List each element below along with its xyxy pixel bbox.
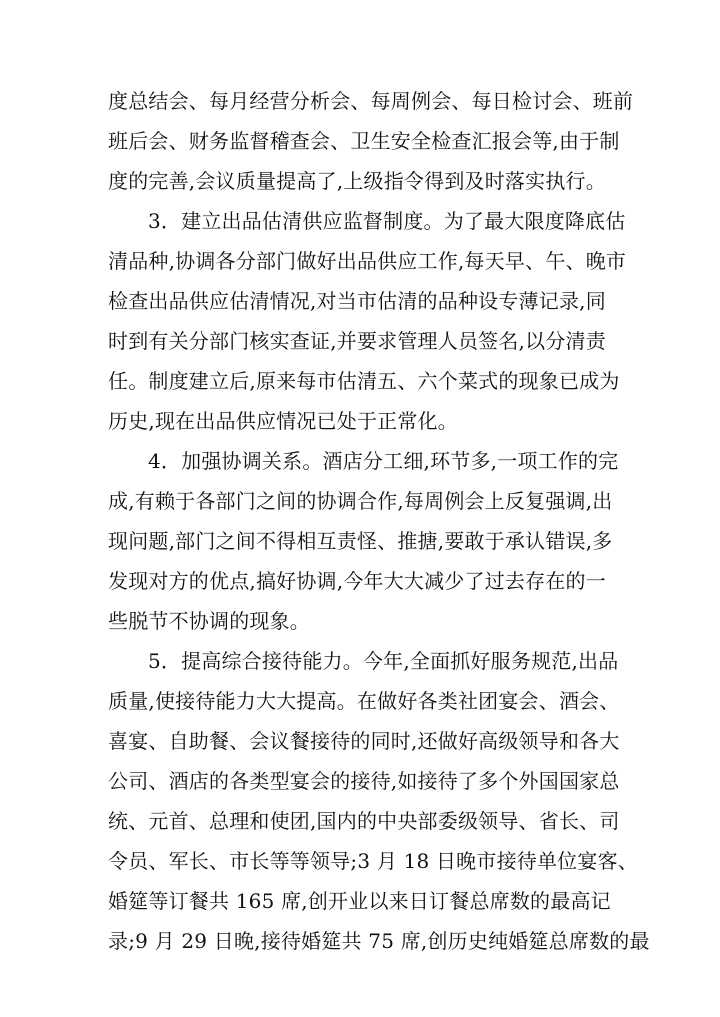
paragraph-line: 婚筵等订餐共 165 席,创开业以来日订餐总席数的最高记	[108, 889, 611, 913]
paragraph-line: 质量,使接待能力大大提高。在做好各类社团宴会、酒会、	[108, 689, 620, 713]
paragraph-line: 清品种,协调各分部门做好出品供应工作,每天早、午、晚市	[108, 249, 627, 273]
paragraph-line: 喜宴、自助餐、会议餐接待的同时,还做好高级领导和各大	[108, 729, 620, 753]
paragraph-line: 时到有关分部门核实查证,并要求管理人员签名,以分清责	[108, 329, 606, 353]
paragraph-line: 录;9 月 29 日晚,接待婚筵共 75 席,创历史纯婚筵总席数的最	[108, 929, 650, 953]
paragraph-line: 统、元首、总理和使团,国内的中央部委级领导、省长、司	[108, 809, 620, 833]
paragraph-line: 5．提高综合接待能力。今年,全面抓好服务规范,出品	[148, 649, 619, 673]
paragraph-line: 些脱节不协调的现象。	[108, 609, 310, 633]
paragraph-line: 3．建立出品估清供应监督制度。为了最大限度降底估	[148, 209, 626, 233]
paragraph-line: 班后会、财务监督稽查会、卫生安全检查汇报会等,由于制	[108, 129, 620, 153]
paragraph-line: 检查出品供应估清情况,对当市估清的品种设专薄记录,同	[108, 289, 606, 313]
paragraph-line: 发现对方的优点,搞好协调,今年大大减少了过去存在的一	[108, 569, 606, 593]
paragraph-line: 历史,现在出品供应情况已处于正常化。	[108, 409, 458, 433]
paragraph-line: 成,有赖于各部门之间的协调合作,每周例会上反复强调,出	[108, 489, 613, 513]
paragraph-line: 度的完善,会议质量提高了,上级指令得到及时落实执行。	[108, 169, 606, 193]
paragraph-line: 现问题,部门之间不得相互责怪、推搪,要敢于承认错误,多	[108, 529, 613, 553]
paragraph-line: 4．加强协调关系。酒店分工细,环节多,一项工作的完	[148, 449, 619, 473]
paragraph-line: 令员、军长、市长等等领导;3 月 18 日晚市接待单位宴客、	[108, 849, 638, 873]
paragraph-line: 度总结会、每月经营分析会、每周例会、每日检讨会、班前	[108, 89, 634, 113]
paragraph-line: 公司、酒店的各类型宴会的接待,如接待了多个外国国家总	[108, 769, 620, 793]
paragraph-line: 任。制度建立后,原来每市估清五、六个菜式的现象已成为	[108, 369, 620, 393]
